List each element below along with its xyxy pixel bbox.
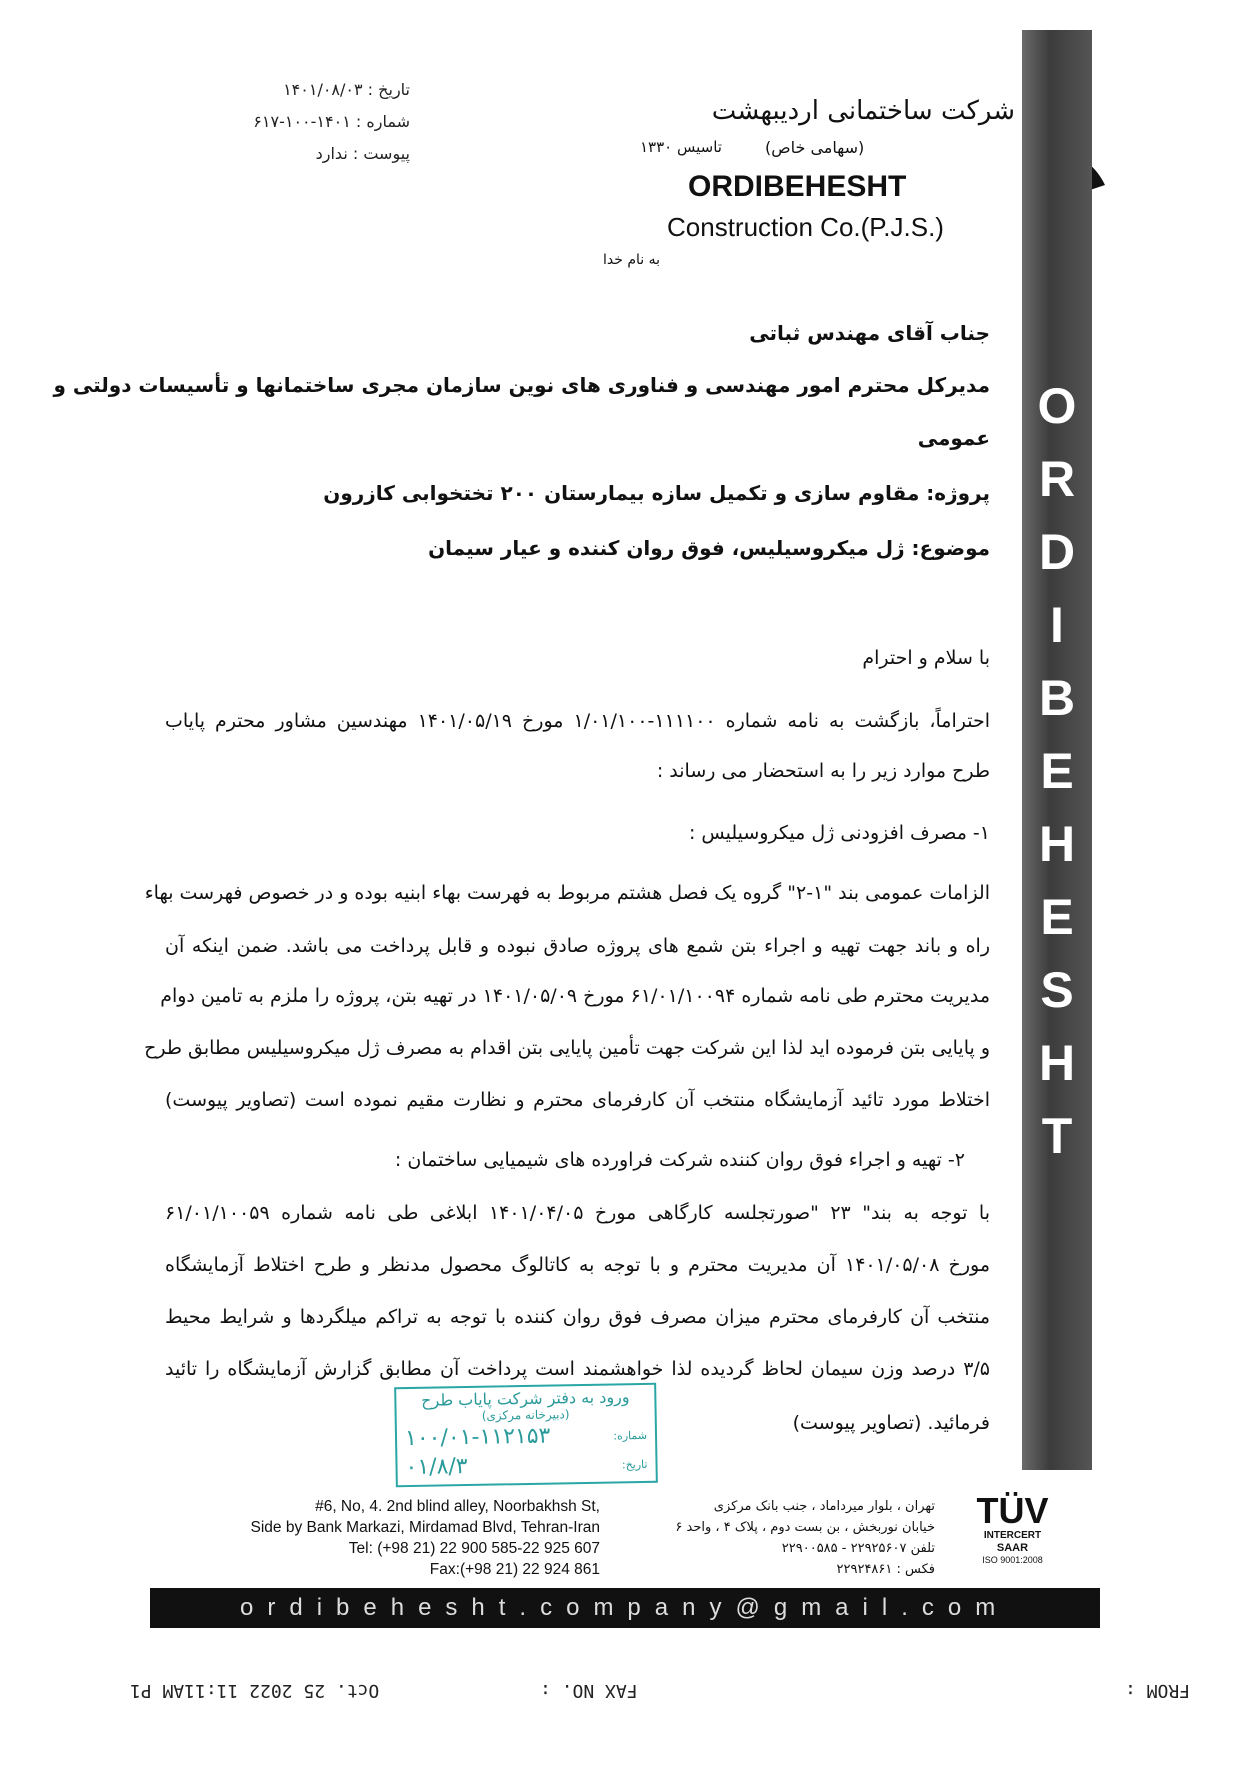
email-band: ordibehesht.company@gmail.com [150, 1588, 1100, 1628]
item1-line: و پایایی بتن فرموده اید لذا این شرکت جهت تأمین پایایی بتن اقدام به مصرف ژل میکروسیلیس مطابق طرح [144, 1037, 990, 1059]
company-type: (سهامی خاص) [765, 138, 865, 157]
item2-line: با توجه به بند" ۲۳ "صورتجلسه کارگاهی مورخ ۱۴۰۱/۰۴/۰۵ ابلاغی طی نامه شماره ۶۱/۰۱/۱۰۰۵۹ [165, 1202, 990, 1224]
item1-line: الزامات عمومی بند "۱-۲" گروه یک فصل هشتم مربوط به فهرست بهاء ابنیه بوده و در خصوص فهرست بهاء [144, 882, 990, 904]
item1-heading: ۱- مصرف افزودنی ژل میکروسیلیس : [688, 822, 990, 844]
item2-line: منتخب آن کارفرمای محترم میزان مصرف فوق روان کننده با توجه به تراکم میلگردها و شرایط محیط [165, 1306, 990, 1328]
project-line: پروژه: مقاوم سازی و تکمیل سازه بیمارستان ۲۰۰ تختخوابی کازرون [323, 481, 990, 505]
received-stamp: ورود به دفتر شرکت پایاب طرح (دبیرخانه مرکزی) شماره: ۱۰۰/۰۱-۱۱۲۱۵۳ تاریخ: ۰۱/۸/۳ [394, 1383, 658, 1488]
item2-line: فرمائید. (تصاویر پیوست) [792, 1412, 990, 1434]
address-fa: تهران ، بلوار میرداماد ، جنب بانک مرکزی خیابان نوربخش ، بن بست دوم ، پلاک ۴ ، واحد ۶ تلفن ۲۲۹۲۵۶۰۷ - ۲۲۹۰۰۵۸۵ فکس : ۲۲۹۲۴۸۶۱ [675, 1499, 935, 1577]
recipient-name: جناب آقای مهندس ثباتی [749, 321, 990, 345]
item1-line: اختلاط مورد تائید آزمایشگاه منتخب آن کارفرمای محترم و نظارت مقیم نموده است (تصاویر پیوست) [165, 1089, 990, 1111]
tuv-cert-logo: TÜV INTERCERT SAAR ISO 9001:2008 [976, 1490, 1049, 1565]
fax-header-from: FROM : [1125, 1680, 1191, 1701]
bismillah: به نام خدا [603, 252, 661, 268]
letter-number: شماره : ۱۴۰۱-۱۰۰-۶۱۷ [253, 112, 410, 131]
item2-line: ۳/۵ درصد وزن سیمان لحاظ گردیده لذا خواهشمند است پرداخت آن مطابق گزارش آزمایشگاه را تائید [165, 1358, 990, 1380]
item1-line: راه و باند جهت تهیه و اجراء بتن شمع های پروژه صادق نبوده و قابل پرداخت می باشد. ضمن اینکه آن [165, 935, 990, 957]
address-en: #6, No, 4. 2nd blind alley, Noorbakhsh St, Side by Bank Markazi, Mirdamad Blvd, Tehran-Iran Tel: (+98 21) 22 900 585-22 925 607 Fax:(+98 21) 22 924 861 [250, 1498, 600, 1578]
item2-heading: ۲- تهیه و اجراء فوق روان کننده شرکت فراورده های شیمیایی ساختمان : [394, 1149, 965, 1171]
intro-line: احتراماً، بازگشت به نامه شماره ۱۱۱۱۰۰-۱/۰۱/۱۰۰ مورخ ۱۴۰۱/۰۵/۱۹ مهندسین مشاور محترم پایاب [165, 710, 990, 732]
company-side-banner: O R D I B E H E S H T [1022, 30, 1092, 1470]
item1-line: مدیریت محترم طی نامه شماره ۶۱/۰۱/۱۰۰۹۴ مورخ ۱۴۰۱/۰۵/۰۹ در تهیه بتن، پروژه را ملزم به تامین دوام [160, 985, 990, 1007]
company-founded: تاسیس ۱۳۳۰ [640, 138, 722, 156]
letter-date: تاریخ : ۱۴۰۱/۰۸/۰۳ [283, 80, 410, 99]
company-sub-en: Construction Co.(P.J.S.) [667, 212, 944, 242]
subject-line: موضوع: ژل میکروسیلیس، فوق روان کننده و عیار سیمان [428, 536, 990, 560]
fax-header-date: Oct. 25 2022 11:11AM P1 [130, 1680, 380, 1701]
item2-line: مورخ ۱۴۰۱/۰۵/۰۸ آن مدیریت محترم و با توجه به کاتالوگ محصول مدنظر و طرح اختلاط آزمایشگاه [165, 1254, 990, 1276]
intro-line: طرح موارد زیر را به استحضار می رساند : [656, 760, 990, 782]
greeting: با سلام و احترام [862, 647, 990, 669]
recipient-title: مدیرکل محترم امور مهندسی و فناوری های نوین سازمان مجری ساختمانها و تأسیسات دولتی و [53, 373, 990, 397]
recipient-title-cont: عمومی [917, 426, 990, 450]
fax-header-number: FAX NO. : [540, 1680, 638, 1701]
company-name-fa: شرکت ساختمانی اردیبهشت [711, 96, 1015, 126]
letter-attachment: پیوست : ندارد [315, 144, 410, 163]
company-name-en: ORDIBEHESHT [688, 170, 907, 203]
